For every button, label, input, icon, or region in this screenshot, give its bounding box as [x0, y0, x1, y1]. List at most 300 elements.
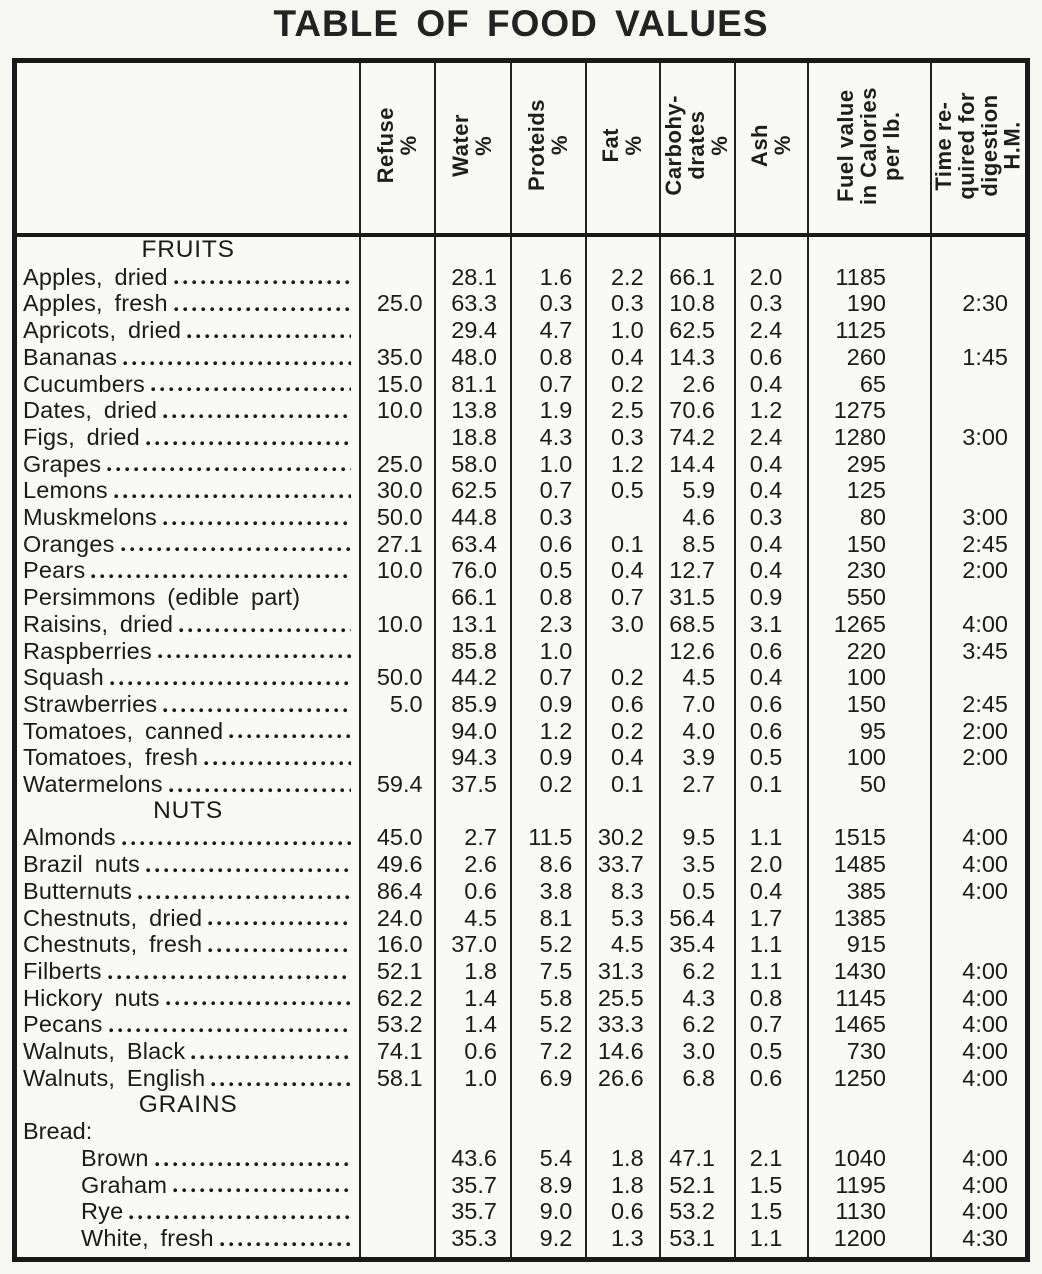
- food-name: Grapes: [23, 450, 102, 477]
- cell-fat: [586, 798, 659, 825]
- cell-digestion-time: [931, 397, 1028, 424]
- cell-fuel-value: 220: [808, 638, 931, 665]
- cell-fat: 0.2: [586, 371, 659, 398]
- cell-refuse: [360, 317, 434, 344]
- food-name: Brown: [81, 1144, 149, 1171]
- cell-digestion-time: 4:00: [931, 1145, 1028, 1172]
- cell-fat: 0.3: [586, 290, 659, 317]
- food-name-cell: [15, 531, 361, 558]
- cell-fuel-value: 1250: [808, 1065, 931, 1092]
- food-name-cell: [15, 1225, 361, 1252]
- food-name: Apples, fresh: [23, 290, 168, 317]
- cell-fat: [586, 1092, 659, 1119]
- cell-carbohydrates: 56.4: [660, 905, 735, 932]
- cell-fuel-value: 125: [808, 477, 931, 504]
- cell-digestion-time: [931, 264, 1028, 291]
- leader-dots: [169, 787, 351, 794]
- cell-carbohydrates: [660, 798, 735, 825]
- food-name-cell: [15, 1038, 361, 1065]
- cell-fat: 0.4: [586, 344, 659, 371]
- leader-dots: [163, 707, 351, 714]
- cell-ash: 1.1: [735, 1225, 808, 1252]
- cell-water: 62.5: [435, 477, 511, 504]
- cell-refuse: 10.0: [360, 611, 434, 638]
- cell-water: 94.0: [435, 718, 511, 745]
- food-name-cell: [15, 878, 361, 905]
- cell-carbohydrates: 47.1: [660, 1145, 735, 1172]
- cell-refuse: [360, 718, 434, 745]
- cell-water: 28.1: [435, 264, 511, 291]
- cell-proteids: 11.5: [511, 824, 586, 851]
- cell-digestion-time: 4:00: [931, 1172, 1028, 1199]
- cell-proteids: 0.3: [511, 504, 586, 531]
- food-name-cell: [15, 504, 361, 531]
- cell-proteids: 5.2: [511, 1011, 586, 1038]
- cell-fuel-value: 1465: [808, 1011, 931, 1038]
- section-subheading-row: [15, 1118, 1028, 1145]
- cell-ash: 1.1: [735, 931, 808, 958]
- cell-fuel-value: 730: [808, 1038, 931, 1065]
- cell-fuel-value: 230: [808, 557, 931, 584]
- food-name: Butternuts: [23, 877, 133, 904]
- cell-digestion-time: [931, 771, 1028, 798]
- food-name-cell: [15, 584, 361, 611]
- food-name-cell: [15, 1065, 361, 1092]
- cell-carbohydrates: 10.8: [660, 290, 735, 317]
- food-name-cell: [15, 771, 361, 798]
- column-label-carbohydrates: Carbohy- drates %: [661, 95, 732, 196]
- cell-refuse: 35.0: [360, 344, 434, 371]
- cell-fat: 4.5: [586, 931, 659, 958]
- cell-fuel-value: 295: [808, 451, 931, 478]
- table-row: [15, 744, 1028, 771]
- cell-proteids: 8.9: [511, 1172, 586, 1199]
- food-name-cell: [15, 611, 361, 638]
- cell-water: 94.3: [435, 744, 511, 771]
- cell-water: 63.4: [435, 531, 511, 558]
- cell-refuse: 50.0: [360, 504, 434, 531]
- cell-ash: 2.0: [735, 851, 808, 878]
- food-name: Tomatoes, canned: [23, 717, 224, 744]
- cell-proteids: 0.9: [511, 691, 586, 718]
- cell-fat: 33.3: [586, 1011, 659, 1038]
- cell-carbohydrates: 14.4: [660, 451, 735, 478]
- cell-carbohydrates: [660, 1092, 735, 1119]
- cell-fat: 30.2: [586, 824, 659, 851]
- cell-ash: 0.6: [735, 344, 808, 371]
- cell-proteids: [511, 1252, 586, 1260]
- cell-ash: 0.3: [735, 290, 808, 317]
- cell-water: 2.7: [435, 824, 511, 851]
- leader-dots: [204, 760, 351, 767]
- cell-refuse: [360, 264, 434, 291]
- leader-dots: [129, 1214, 351, 1221]
- cell-ash: 0.9: [735, 584, 808, 611]
- cell-ash: 0.4: [735, 371, 808, 398]
- food-name: Pears: [23, 557, 86, 584]
- cell-carbohydrates: 53.2: [660, 1198, 735, 1225]
- table-row: [15, 477, 1028, 504]
- leader-dots: [163, 520, 351, 527]
- section-heading: NUTS: [153, 797, 224, 824]
- cell-water: 0.6: [435, 1038, 511, 1065]
- cell-carbohydrates: 53.1: [660, 1225, 735, 1252]
- column-label-refuse: Refuse %: [372, 107, 421, 184]
- food-name-cell: [15, 851, 361, 878]
- spacer-cell: [15, 1252, 361, 1260]
- food-name-cell: [15, 1145, 361, 1172]
- cell-fat: 5.3: [586, 905, 659, 932]
- cell-ash: 0.4: [735, 664, 808, 691]
- cell-ash: 0.7: [735, 1011, 808, 1038]
- cell-digestion-time: [931, 1092, 1028, 1119]
- column-header-proteids: [511, 61, 586, 236]
- food-name: Strawberries: [23, 690, 158, 717]
- cell-water: [435, 1252, 511, 1260]
- cell-digestion-time: [931, 1118, 1028, 1145]
- cell-digestion-time: 4:00: [931, 878, 1028, 905]
- cell-ash: 1.1: [735, 824, 808, 851]
- cell-digestion-time: [931, 931, 1028, 958]
- column-header-refuse: [360, 61, 434, 236]
- cell-fuel-value: 65: [808, 371, 931, 398]
- cell-fat: 25.5: [586, 985, 659, 1012]
- cell-fat: 26.6: [586, 1065, 659, 1092]
- leader-dots: [108, 974, 352, 981]
- cell-carbohydrates: 4.5: [660, 664, 735, 691]
- leader-dots: [179, 627, 351, 634]
- cell-fat: 2.2: [586, 264, 659, 291]
- cell-fuel-value: 80: [808, 504, 931, 531]
- cell-water: 48.0: [435, 344, 511, 371]
- cell-fat: 31.3: [586, 958, 659, 985]
- cell-fuel-value: 1200: [808, 1225, 931, 1252]
- cell-proteids: 5.8: [511, 985, 586, 1012]
- cell-proteids: 0.9: [511, 744, 586, 771]
- food-name-cell: [15, 290, 361, 317]
- food-name: Oranges: [23, 530, 115, 557]
- cell-proteids: [511, 798, 586, 825]
- cell-ash: [735, 1118, 808, 1145]
- food-name: Walnuts, Black: [23, 1038, 186, 1065]
- food-name: Raisins, dried: [23, 610, 174, 637]
- cell-water: 1.8: [435, 958, 511, 985]
- cell-ash: 0.6: [735, 638, 808, 665]
- cell-proteids: 1.0: [511, 638, 586, 665]
- cell-ash: 3.1: [735, 611, 808, 638]
- leader-dots: [146, 440, 351, 447]
- cell-fuel-value: 1280: [808, 424, 931, 451]
- table-row: [15, 371, 1028, 398]
- table-row: [15, 771, 1028, 798]
- cell-fat: 0.7: [586, 584, 659, 611]
- food-name: Bananas: [23, 343, 118, 370]
- cell-water: 35.7: [435, 1172, 511, 1199]
- cell-refuse: [360, 1092, 434, 1119]
- cell-ash: 2.0: [735, 264, 808, 291]
- table-row: [15, 878, 1028, 905]
- table-row: [15, 1065, 1028, 1092]
- cell-carbohydrates: 68.5: [660, 611, 735, 638]
- leader-dots: [138, 894, 351, 901]
- food-name: Lemons: [23, 477, 108, 504]
- cell-digestion-time: 4:00: [931, 958, 1028, 985]
- cell-water: 1.0: [435, 1065, 511, 1092]
- cell-carbohydrates: 2.7: [660, 771, 735, 798]
- cell-refuse: [360, 1118, 434, 1145]
- cell-carbohydrates: 6.2: [660, 958, 735, 985]
- food-name: Chestnuts, fresh: [23, 931, 203, 958]
- cell-fat: 0.2: [586, 664, 659, 691]
- food-values-table: [12, 58, 1030, 1262]
- cell-proteids: 1.0: [511, 451, 586, 478]
- food-name-cell: [15, 1172, 361, 1199]
- table-row: [15, 985, 1028, 1012]
- cell-fuel-value: 1145: [808, 985, 931, 1012]
- cell-fuel-value: 1185: [808, 264, 931, 291]
- cell-fuel-value: 1125: [808, 317, 931, 344]
- cell-digestion-time: 4:00: [931, 1065, 1028, 1092]
- cell-ash: 0.4: [735, 557, 808, 584]
- cell-digestion-time: 4:30: [931, 1225, 1028, 1252]
- cell-carbohydrates: 0.5: [660, 878, 735, 905]
- cell-digestion-time: 4:00: [931, 1011, 1028, 1038]
- cell-refuse: 86.4: [360, 878, 434, 905]
- table-row: [15, 611, 1028, 638]
- food-name: Muskmelons: [23, 504, 157, 531]
- cell-fat: 3.0: [586, 611, 659, 638]
- cell-water: [435, 798, 511, 825]
- cell-refuse: [360, 1198, 434, 1225]
- page-title: TABLE OF FOOD VALUES: [273, 3, 769, 44]
- cell-refuse: 49.6: [360, 851, 434, 878]
- cell-digestion-time: [931, 317, 1028, 344]
- cell-digestion-time: [931, 371, 1028, 398]
- cell-digestion-time: 3:00: [931, 424, 1028, 451]
- food-name-cell: [15, 638, 361, 665]
- food-name-cell: [15, 664, 361, 691]
- column-label-ash: Ash %: [746, 123, 795, 168]
- cell-fuel-value: 1515: [808, 824, 931, 851]
- food-name-cell: [15, 451, 361, 478]
- cell-water: 13.8: [435, 397, 511, 424]
- cell-digestion-time: [931, 584, 1028, 611]
- cell-proteids: 4.7: [511, 317, 586, 344]
- column-header-water: [435, 61, 511, 236]
- cell-refuse: 52.1: [360, 958, 434, 985]
- cell-fuel-value: [808, 1252, 931, 1260]
- cell-fuel-value: 1485: [808, 851, 931, 878]
- cell-refuse: 50.0: [360, 664, 434, 691]
- leader-dots: [174, 279, 351, 286]
- cell-proteids: 0.7: [511, 371, 586, 398]
- cell-proteids: 0.2: [511, 771, 586, 798]
- cell-ash: 0.4: [735, 451, 808, 478]
- section-heading: FRUITS: [141, 236, 235, 263]
- cell-carbohydrates: 9.5: [660, 824, 735, 851]
- cell-fuel-value: 190: [808, 290, 931, 317]
- cell-ash: [735, 1092, 808, 1119]
- cell-digestion-time: [931, 451, 1028, 478]
- cell-ash: 0.6: [735, 1065, 808, 1092]
- food-name-cell: [15, 905, 361, 932]
- table-row: [15, 1011, 1028, 1038]
- cell-carbohydrates: 31.5: [660, 584, 735, 611]
- food-name: Dates, dried: [23, 397, 158, 424]
- cell-fat: 33.7: [586, 851, 659, 878]
- cell-fat: 0.6: [586, 691, 659, 718]
- cell-proteids: [511, 235, 586, 264]
- cell-ash: 0.1: [735, 771, 808, 798]
- cell-refuse: [360, 424, 434, 451]
- cell-ash: 1.1: [735, 958, 808, 985]
- table-body: [15, 235, 1028, 1260]
- leader-dots: [220, 1241, 351, 1248]
- cell-refuse: 58.1: [360, 1065, 434, 1092]
- cell-proteids: [511, 1118, 586, 1145]
- cell-fuel-value: 100: [808, 744, 931, 771]
- cell-fat: 0.1: [586, 771, 659, 798]
- cell-refuse: [360, 1225, 434, 1252]
- leader-dots: [229, 733, 351, 740]
- cell-refuse: 62.2: [360, 985, 434, 1012]
- cell-refuse: 16.0: [360, 931, 434, 958]
- cell-ash: 0.8: [735, 985, 808, 1012]
- cell-proteids: 3.8: [511, 878, 586, 905]
- table-row: [15, 557, 1028, 584]
- cell-fat: 0.6: [586, 1198, 659, 1225]
- cell-refuse: 24.0: [360, 905, 434, 932]
- cell-refuse: 5.0: [360, 691, 434, 718]
- food-name-cell: [15, 344, 361, 371]
- food-name-cell: [15, 477, 361, 504]
- cell-proteids: 4.3: [511, 424, 586, 451]
- table-row: [15, 584, 1028, 611]
- section-heading-row: [15, 798, 1028, 825]
- cell-water: 1.4: [435, 1011, 511, 1038]
- cell-digestion-time: [931, 664, 1028, 691]
- leader-dots: [211, 1081, 351, 1088]
- cell-digestion-time: 4:00: [931, 1198, 1028, 1225]
- table-row: [15, 1038, 1028, 1065]
- table-row: [15, 317, 1028, 344]
- cell-ash: 1.7: [735, 905, 808, 932]
- cell-refuse: 74.1: [360, 1038, 434, 1065]
- cell-fuel-value: 100: [808, 664, 931, 691]
- cell-ash: [735, 798, 808, 825]
- leader-dots: [109, 1027, 352, 1034]
- leader-dots: [208, 947, 351, 954]
- cell-ash: 1.5: [735, 1198, 808, 1225]
- cell-carbohydrates: 52.1: [660, 1172, 735, 1199]
- cell-refuse: [360, 798, 434, 825]
- table-row: [15, 638, 1028, 665]
- column-label-digestion-time: Time re- quired for digestion H.M.: [930, 91, 1025, 200]
- cell-proteids: [511, 1092, 586, 1119]
- cell-refuse: [360, 1145, 434, 1172]
- cell-fat: 0.5: [586, 477, 659, 504]
- cell-water: [435, 1092, 511, 1119]
- cell-water: 2.6: [435, 851, 511, 878]
- cell-fuel-value: [808, 1092, 931, 1119]
- cell-ash: 0.6: [735, 691, 808, 718]
- table-row: [15, 504, 1028, 531]
- food-name-cell: [15, 958, 361, 985]
- leader-dots: [208, 920, 351, 927]
- cell-carbohydrates: 6.2: [660, 1011, 735, 1038]
- cell-water: 85.9: [435, 691, 511, 718]
- food-name-cell: [15, 691, 361, 718]
- column-header-fuel-value: [808, 61, 931, 236]
- cell-carbohydrates: 4.6: [660, 504, 735, 531]
- cell-proteids: 5.2: [511, 931, 586, 958]
- cell-fat: 0.3: [586, 424, 659, 451]
- cell-water: 63.3: [435, 290, 511, 317]
- cell-fuel-value: 385: [808, 878, 931, 905]
- cell-water: 18.8: [435, 424, 511, 451]
- cell-carbohydrates: 5.9: [660, 477, 735, 504]
- cell-fat: 0.4: [586, 744, 659, 771]
- leader-dots: [174, 306, 351, 313]
- cell-fat: 2.5: [586, 397, 659, 424]
- food-name: Walnuts, English: [23, 1064, 206, 1091]
- column-label-proteids: Proteids %: [523, 99, 572, 192]
- leader-dots: [146, 867, 351, 874]
- column-header-fat: [586, 61, 659, 236]
- leader-dots: [158, 653, 351, 660]
- cell-carbohydrates: [660, 235, 735, 264]
- cell-proteids: 9.0: [511, 1198, 586, 1225]
- food-name-cell: [15, 397, 361, 424]
- table-row: [15, 290, 1028, 317]
- cell-fuel-value: 150: [808, 531, 931, 558]
- cell-digestion-time: 2:00: [931, 744, 1028, 771]
- cell-carbohydrates: 3.0: [660, 1038, 735, 1065]
- cell-fuel-value: [808, 798, 931, 825]
- cell-refuse: [360, 1172, 434, 1199]
- food-name-cell: [15, 1011, 361, 1038]
- cell-refuse: 25.0: [360, 451, 434, 478]
- cell-proteids: 0.8: [511, 584, 586, 611]
- food-name-cell: [15, 744, 361, 771]
- cell-digestion-time: 4:00: [931, 1038, 1028, 1065]
- cell-digestion-time: [931, 798, 1028, 825]
- table-row: [15, 905, 1028, 932]
- cell-proteids: 2.3: [511, 611, 586, 638]
- cell-carbohydrates: 35.4: [660, 931, 735, 958]
- cell-water: 76.0: [435, 557, 511, 584]
- cell-fuel-value: [808, 235, 931, 264]
- food-name: Hickory nuts: [23, 984, 160, 1011]
- cell-carbohydrates: 4.0: [660, 718, 735, 745]
- cell-proteids: 1.2: [511, 718, 586, 745]
- cell-fuel-value: 1040: [808, 1145, 931, 1172]
- cell-proteids: 1.9: [511, 397, 586, 424]
- cell-carbohydrates: 70.6: [660, 397, 735, 424]
- table-row: [15, 1225, 1028, 1252]
- cell-carbohydrates: 74.2: [660, 424, 735, 451]
- column-label-fuel-value: Fuel value in Calories per lb.: [833, 86, 905, 205]
- cell-carbohydrates: 3.5: [660, 851, 735, 878]
- cell-water: 4.5: [435, 905, 511, 932]
- cell-digestion-time: 2:45: [931, 691, 1028, 718]
- table-row: [15, 851, 1028, 878]
- cell-fat: 8.3: [586, 878, 659, 905]
- cell-ash: 0.3: [735, 504, 808, 531]
- cell-digestion-time: [931, 1252, 1028, 1260]
- cell-water: 81.1: [435, 371, 511, 398]
- table-row: [15, 931, 1028, 958]
